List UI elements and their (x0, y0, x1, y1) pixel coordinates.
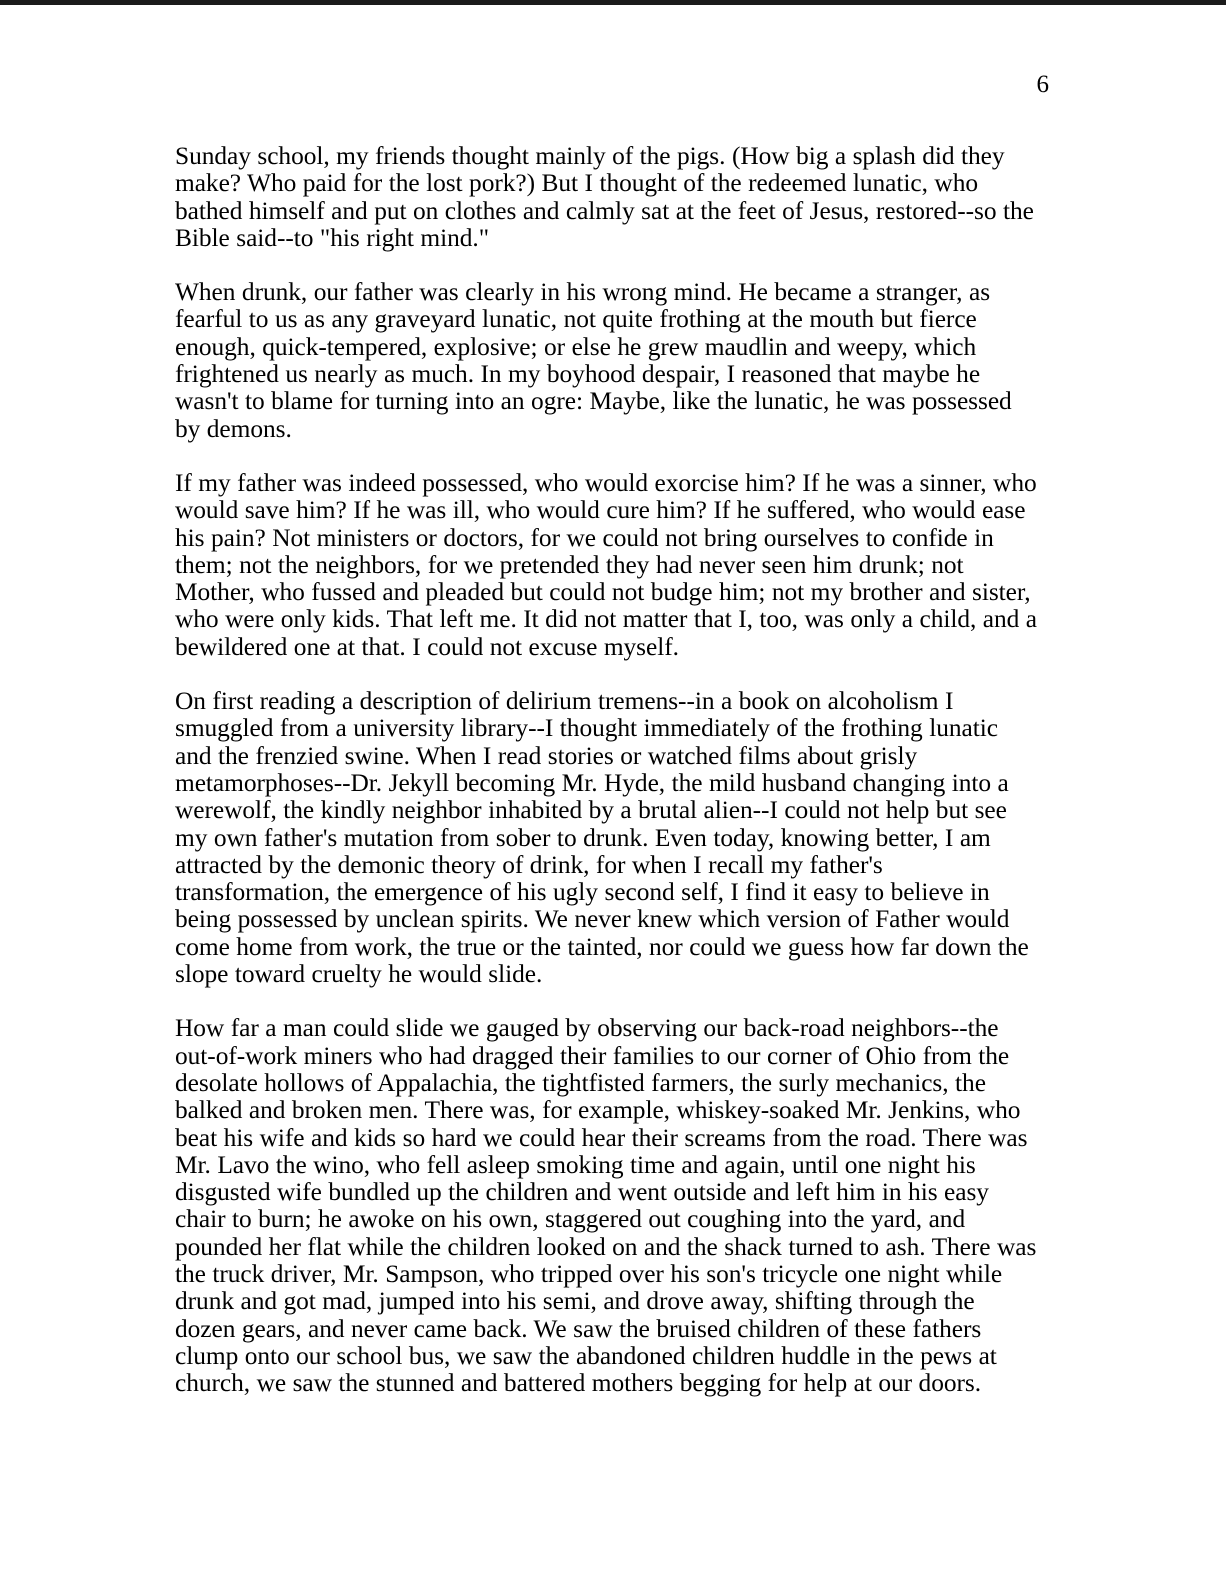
page-number: 6 (1036, 71, 1049, 98)
paragraph-3: If my father was indeed possessed, who would exorcise him? If he was a sinner, who would save him? If he was ill, who would cure him? If he suffered, who would ease his pain? Not ministers or doctors, for we could not bring ourselves to confide in them; not the neighbors, for we pretended they had never seen him drunk; not Mother, who fussed and pleaded but could not budge him; not my brother and sister, who were only kids. That left me. It did not matter that I, too, was only a child, and a bewildered one at that. I could not excuse myself. (175, 468, 1038, 661)
paragraph-1: Sunday school, my friends thought mainly of the pigs. (How big a splash did they make? Who paid for the lost pork?) But I thought of the redeemed lunatic, who bathed himself and put on clothes and calmly sat at the feet of Jesus, restored--so the Bible said--to "his right mind." (175, 142, 1034, 252)
paragraph-4: On first reading a description of delirium tremens--in a book on alcoholism I smuggled from a university library--I thought immediately of the frothing lunatic and the frenzied swine. When I read stories or watched films about grisly metamorphoses--Dr. Jekyll becoming Mr. Hyde, the mild husband changing into a werewolf, the kindly neighbor inhabited by a brutal alien--I could not help but see my own father's mutation from sober to drunk. Even today, knowing better, I am attracted by the demonic theory of drink, for when I recall my father's transformation, the emergence of his ugly second self, I find it easy to believe in being possessed by unclean spirits. We never knew which version of Father would come home from work, the true or the tainted, nor could we guess how far down the slope toward cruelty he would slide. (175, 687, 1029, 989)
paragraph-2: When drunk, our father was clearly in his wrong mind. He became a stranger, as fearful to us as any graveyard lunatic, not quite frothing at the mouth but fierce enough, quick-tempered, explosive; or else he grew maudlin and weepy, which frightened us nearly as much. In my boyhood despair, I reasoned that maybe he wasn't to blame for turning into an ogre: Maybe, like the lunatic, he was possessed by demons. (175, 278, 1012, 443)
document-text-body (175, 143, 1037, 1397)
paragraph-5: How far a man could slide we gauged by observing our back-road neighbors--the out-of-work miners who had dragged their families to our corner of Ohio from the desolate hollows of Appalachia, the tightfisted farmers, the surly mechanics, the balked and broken men. There was, for example, whiskey-soaked Mr. Jenkins, who beat his wife and kids so hard we could hear their screams from the road. There was Mr. Lavo the wino, who fell asleep smoking time and again, until one night his disgusted wife bundled up the children and went outside and left him in his easy chair to burn; he awoke on his own, staggered out coughing into the yard, and pounded her flat while the children looked on and the shack turned to ash. There was the truck driver, Mr. Sampson, who tripped over his son's tricycle one night while drunk and got mad, jumped into his semi, and drove away, shifting through the dozen gears, and never came back. We saw the bruised children of these fathers clump onto our school bus, we saw the abandoned children huddle in the pews at church, we saw the stunned and battered mothers begging for help at our doors. (175, 1014, 1037, 1398)
top-edge-rule (0, 0, 1226, 5)
